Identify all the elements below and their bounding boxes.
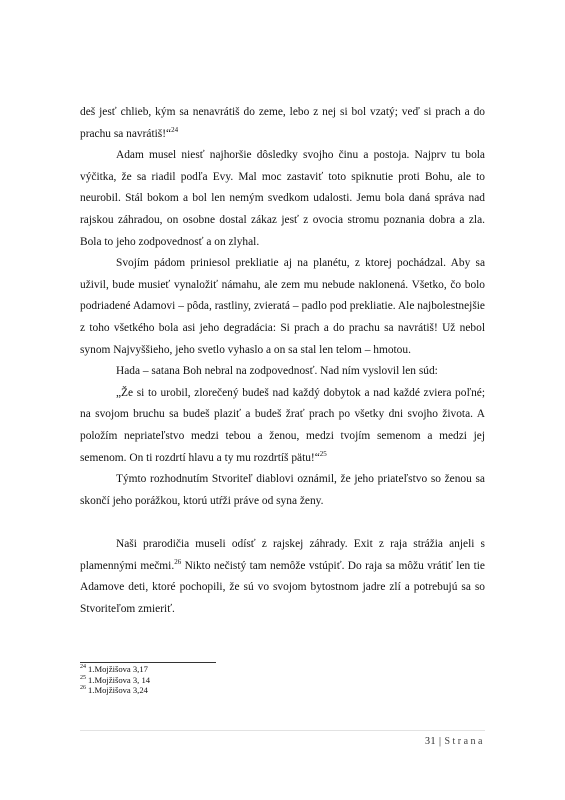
footnote-ref: 24 (171, 125, 179, 134)
footnote: $^{25}$ 1.Mojžišova 3, 14 (80, 674, 151, 685)
paragraph: Hada – satana Boh nebral na zodpovednosť. Nad ním vyslovil len súd: (116, 365, 438, 378)
paragraph: Adam musel niesť najhoršie dôsledky svojho činu a postoja. Najprv tu bola výčitka, že sa riadil podľa Evy. Mal moc zastaviť toto spiknutie proti Bohu, ale to neurobil. Stál bokom a bol len nemým svedkom udalosti. Jemu bola daná správa nad rajskou záhradou, on osobne dostal zákaz jesť z ovocia stromu poznania dobra a zla. Bola to jeho zodpovednosť a on zlyhal. (80, 149, 485, 248)
footnote: $^{24}$ 1.Mojžišova 3,17 (80, 664, 148, 674)
footnote-separator (80, 662, 216, 663)
footnotes (80, 664, 380, 696)
paragraph: Naši prarodičia museli odísť z rajskej záhrady. Exit z raja strážia anjeli s plamennými mečmi.$^{26}$ Nikto nečistý tam nemôže vstúpiť. Do raja sa môžu vrátiť len tie Adamove deti, ktoré pochopili, že sú vo svojom bytostnom jadre zlí a potrebujú sa so Stvoriteľom zmieriť. (80, 538, 485, 616)
page-number (425, 736, 485, 747)
page-number-value: 31 (424, 736, 436, 747)
footnote: $^{26}$ 1.Mojžišova 3,24 (80, 685, 148, 696)
body-text (80, 102, 485, 621)
footnote-ref: 25 (319, 449, 327, 458)
footnote-ref: 26 (174, 558, 182, 567)
paragraph: deš jesť chlieb, kým sa nenavrátiš do zeme, lebo z nej si bol vzatý; veď si prach a do prachu sa navrátiš!“$^{24}$ (80, 106, 485, 140)
paragraph-gap (80, 512, 485, 534)
page-label: Strana (444, 736, 485, 747)
quote-paragraph: „Že si to urobil, zlorečený budeš nad každý dobytok a nad každé zviera poľné; na svojom bruchu sa budeš plaziť a budeš žrať prach po všetky dni svojho života. A položím nepriateľstvo medzi tebou a ženou, medzi tvojím semenom a medzi jej semenom. On ti rozdrtí hlavu a ty mu rozdrtíš pätu!“$^{25}$ (80, 386, 485, 464)
page-number-separator: | (438, 736, 442, 747)
footer-divider (80, 730, 485, 731)
paragraph: Svojím pádom priniesol prekliatie aj na planétu, z ktorej pochádzal. Aby sa uživil, bude musieť vynaložiť námahu, ale zem mu nebude naklonená. Všetko, čo bolo podriadené Adamovi – pôda, rastliny, zvieratá – padlo pod prekliatie. Ale najbolestnejšie z toho všetkého bola asi jeho degradácia: Si prach a do prachu sa navrátiš! Už nebol synom Najvyššieho, jeho svetlo vyhaslo a on sa stal len telom – hmotou. (80, 257, 485, 356)
paragraph: Týmto rozhodnutím Stvoriteľ diablovi oznámil, že jeho priateľstvo so ženou sa skončí jeho porážkou, ktorú utŕži práve od syna ženy. (80, 473, 485, 507)
